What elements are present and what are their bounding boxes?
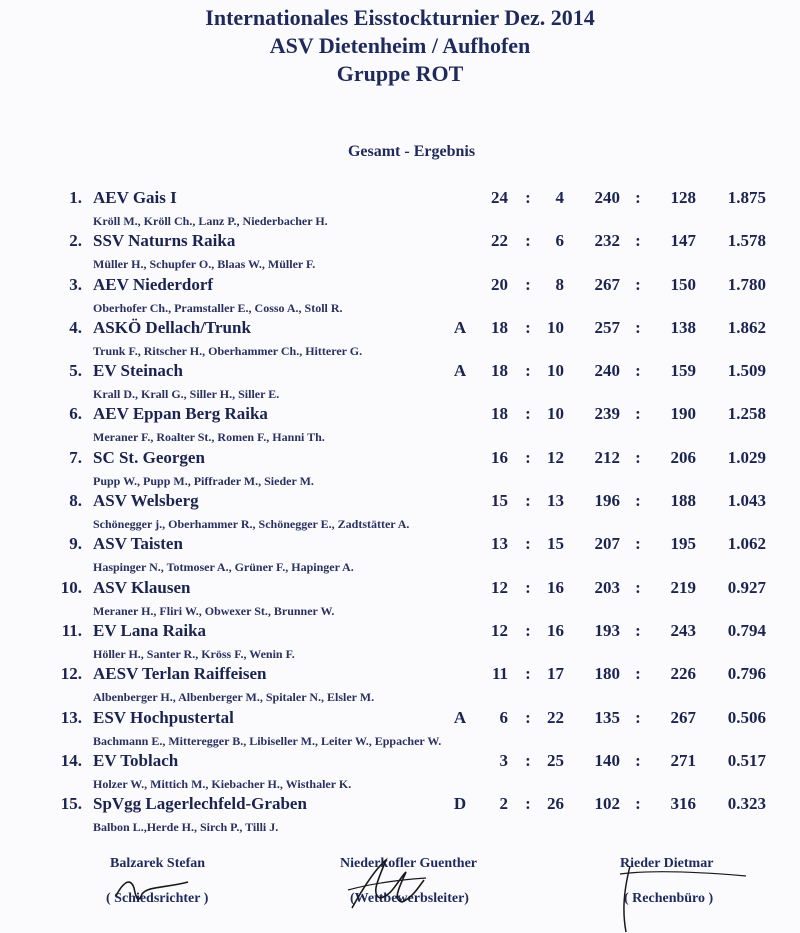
- separator-points: :: [635, 447, 641, 467]
- games-won: 20: [491, 274, 508, 294]
- points-against: 195: [670, 534, 696, 554]
- points-against: 128: [670, 188, 696, 207]
- rank-number: 14.: [60, 750, 82, 770]
- rank-number: 2.: [69, 231, 82, 251]
- rank-number: 8.: [69, 491, 82, 511]
- games-won: 18: [491, 317, 508, 337]
- team-name: ASV Klausen: [93, 577, 191, 597]
- stock-quotient: 0.794: [727, 620, 766, 640]
- games-lost: 25: [547, 750, 564, 770]
- competition-manager-name: Niederkofler Guenther: [340, 856, 477, 871]
- points-against: 226: [670, 664, 696, 684]
- separator-games: :: [525, 188, 531, 207]
- rank-number: 5.: [69, 361, 82, 381]
- results-subtitle: Gesamt - Ergebnis: [347, 143, 476, 160]
- separator-points: :: [635, 317, 641, 337]
- points-against: 267: [670, 707, 696, 727]
- games-won: 24: [491, 188, 508, 207]
- rank-number: 4.: [69, 317, 82, 337]
- points-for: 240: [594, 361, 620, 381]
- separator-points: :: [635, 750, 641, 770]
- team-name: EV Toblach: [93, 750, 179, 770]
- points-for: 207: [594, 534, 620, 554]
- stock-quotient: 0.927: [727, 577, 766, 597]
- rank-number: 9.: [69, 534, 82, 554]
- stock-quotient: 0.517: [727, 750, 766, 770]
- player-list: Krall D., Krall G., Siller H., Siller E.: [93, 387, 280, 402]
- points-for: 232: [594, 231, 620, 251]
- rank-number: 13.: [60, 707, 82, 727]
- separator-games: :: [525, 794, 531, 814]
- referee-signature-scribble: [108, 868, 198, 908]
- team-name: AEV Gais I: [93, 188, 177, 207]
- separator-games: :: [525, 534, 531, 554]
- team-name: SC St. Georgen: [93, 447, 205, 467]
- games-won: 13: [491, 534, 508, 554]
- games-won: 6: [499, 707, 508, 727]
- stock-quotient: 1.780: [727, 274, 766, 294]
- points-for: 267: [594, 274, 620, 294]
- points-for: 140: [594, 750, 620, 770]
- points-for: 240: [594, 188, 620, 207]
- scorer-name: Rieder Dietmar: [620, 856, 714, 871]
- result-row: [0, 491, 800, 534]
- competition-manager-role: (Wettbewerbsleiter): [350, 891, 469, 906]
- document-header: [0, 4, 800, 88]
- country-flag: D: [453, 794, 467, 814]
- manager-signature-scribble: [340, 850, 430, 920]
- team-name: ASV Taisten: [93, 534, 183, 554]
- result-row: [0, 275, 800, 318]
- rank-number: 10.: [60, 577, 82, 597]
- rank-number: 6.: [69, 404, 82, 424]
- result-row: [0, 404, 800, 447]
- separator-points: :: [635, 274, 641, 294]
- games-won: 15: [491, 491, 508, 511]
- points-against: 316: [670, 794, 696, 814]
- separator-games: :: [525, 750, 531, 770]
- separator-games: :: [525, 231, 531, 251]
- separator-points: :: [635, 707, 641, 727]
- games-lost: 10: [547, 361, 564, 381]
- points-against: 206: [670, 447, 696, 467]
- player-list: Meraner H., Fliri W., Obwexer St., Brunner W.: [93, 603, 335, 618]
- country-flag: A: [453, 361, 467, 381]
- team-name: AESV Terlan Raiffeisen: [93, 664, 267, 684]
- rank-number: 15.: [60, 794, 82, 814]
- separator-games: :: [525, 491, 531, 511]
- games-lost: 12: [547, 447, 564, 467]
- points-for: 196: [594, 491, 620, 511]
- points-for: 212: [594, 447, 620, 467]
- games-lost: 8: [555, 274, 564, 294]
- games-lost: 26: [547, 794, 564, 814]
- separator-points: :: [635, 188, 641, 207]
- games-lost: 6: [555, 231, 564, 251]
- group-title: Gruppe ROT: [336, 61, 464, 86]
- games-won: 16: [491, 447, 508, 467]
- points-for: 239: [594, 404, 620, 424]
- separator-games: :: [525, 664, 531, 684]
- points-against: 188: [670, 491, 696, 511]
- games-lost: 22: [547, 707, 564, 727]
- result-row: [0, 188, 800, 231]
- result-row: [0, 664, 800, 707]
- points-for: 257: [594, 317, 620, 337]
- stock-quotient: 1.509: [727, 361, 766, 381]
- stock-quotient: 0.506: [727, 707, 766, 727]
- results-table: [0, 188, 800, 837]
- separator-points: :: [635, 664, 641, 684]
- separator-points: :: [635, 491, 641, 511]
- separator-points: :: [635, 620, 641, 640]
- points-against: 190: [670, 404, 696, 424]
- stock-quotient: 1.258: [727, 404, 766, 424]
- player-list: Albenberger H., Albenberger M., Spitaler N., Elsler M.: [93, 690, 375, 705]
- rank-number: 11.: [61, 620, 82, 640]
- result-row: [0, 534, 800, 577]
- stock-quotient: 1.062: [727, 534, 766, 554]
- separator-games: :: [525, 274, 531, 294]
- separator-games: :: [525, 707, 531, 727]
- player-list: Pupp W., Pupp M., Piffrader M., Sieder M.: [93, 473, 314, 488]
- games-lost: 17: [547, 664, 564, 684]
- player-list: Haspinger N., Totmoser A., Grüner F., Hapinger A.: [93, 560, 354, 575]
- stock-quotient: 0.796: [727, 664, 766, 684]
- scorer-role: ( Rechenbüro ): [624, 891, 714, 906]
- player-list: Balbon L.,Herde H., Sirch P., Tilli J.: [93, 820, 279, 835]
- separator-games: :: [525, 404, 531, 424]
- points-against: 150: [670, 274, 696, 294]
- games-lost: 13: [547, 491, 564, 511]
- games-won: 12: [491, 620, 508, 640]
- points-for: 193: [594, 620, 620, 640]
- points-against: 271: [670, 750, 696, 770]
- games-won: 11: [491, 664, 508, 684]
- player-list: Meraner F., Roalter St., Romen F., Hanni Th.: [93, 430, 325, 445]
- result-row: [0, 318, 800, 361]
- scorer-signature-scribble: [610, 860, 750, 933]
- stock-quotient: 1.029: [727, 447, 766, 467]
- stock-quotient: 1.578: [727, 231, 766, 251]
- referee-role: ( Schiedsrichter ): [106, 891, 209, 906]
- stock-quotient: 0.323: [727, 794, 766, 814]
- result-row: [0, 361, 800, 404]
- team-name: AEV Eppan Berg Raika: [93, 404, 268, 424]
- stock-quotient: 1.862: [727, 317, 766, 337]
- separator-points: :: [635, 361, 641, 381]
- points-against: 219: [670, 577, 696, 597]
- team-name: SpVgg Lagerlechfeld-Graben: [93, 794, 307, 814]
- country-flag: A: [453, 707, 467, 727]
- player-list: Schönegger j., Oberhammer R., Schönegger E., Zadtstätter A.: [93, 517, 410, 532]
- points-against: 147: [670, 231, 696, 251]
- result-row: [0, 231, 800, 274]
- games-lost: 16: [547, 577, 564, 597]
- rank-number: 1.: [69, 188, 82, 207]
- result-row: [0, 751, 800, 794]
- player-list: Trunk F., Ritscher H., Oberhammer Ch., Hitterer G.: [93, 343, 363, 358]
- team-name: AEV Niederdorf: [93, 274, 214, 294]
- separator-points: :: [635, 231, 641, 251]
- team-name: ESV Hochpustertal: [93, 707, 234, 727]
- points-for: 102: [594, 794, 620, 814]
- separator-games: :: [525, 361, 531, 381]
- team-name: EV Lana Raika: [93, 620, 207, 640]
- points-against: 243: [670, 620, 696, 640]
- team-name: SSV Naturns Raika: [93, 231, 236, 251]
- result-row: [0, 448, 800, 491]
- points-against: 159: [670, 361, 696, 381]
- result-row: [0, 794, 800, 837]
- points-for: 203: [594, 577, 620, 597]
- games-won: 18: [491, 361, 508, 381]
- games-won: 12: [491, 577, 508, 597]
- games-won: 18: [491, 404, 508, 424]
- rank-number: 3.: [69, 274, 82, 294]
- separator-points: :: [635, 404, 641, 424]
- points-for: 135: [594, 707, 620, 727]
- player-list: Holzer W., Mittich M., Kiebacher H., Wisthaler K.: [93, 776, 352, 791]
- organizer-title: ASV Dietenheim / Aufhofen: [269, 33, 531, 58]
- separator-games: :: [525, 620, 531, 640]
- games-lost: 16: [547, 620, 564, 640]
- rank-number: 12.: [60, 664, 82, 684]
- country-flag: A: [453, 317, 467, 337]
- points-for: 180: [594, 664, 620, 684]
- games-lost: 10: [547, 317, 564, 337]
- separator-games: :: [525, 447, 531, 467]
- separator-points: :: [635, 577, 641, 597]
- player-list: Müller H., Schupfer O., Blaas W., Müller F.: [93, 257, 316, 272]
- team-name: ASV Welsberg: [93, 491, 199, 511]
- games-won: 22: [491, 231, 508, 251]
- team-name: EV Steinach: [93, 361, 183, 381]
- player-list: Oberhofer Ch., Pramstaller E., Cosso A., Stoll R.: [93, 300, 343, 315]
- result-row: [0, 621, 800, 664]
- result-row: [0, 578, 800, 621]
- rank-number: 7.: [69, 447, 82, 467]
- tournament-title: Internationales Eisstockturnier Dez. 2014: [205, 5, 595, 30]
- games-lost: 4: [555, 188, 564, 207]
- player-list: Höller H., Santer R., Kröss F., Wenin F.: [93, 646, 295, 661]
- games-won: 3: [499, 750, 508, 770]
- games-lost: 10: [547, 404, 564, 424]
- games-won: 2: [499, 794, 508, 814]
- separator-points: :: [635, 794, 641, 814]
- separator-points: :: [635, 534, 641, 554]
- separator-games: :: [525, 577, 531, 597]
- referee-name: Balzarek Stefan: [110, 856, 206, 871]
- result-row: [0, 708, 800, 751]
- stock-quotient: 1.043: [727, 491, 766, 511]
- stock-quotient: 1.875: [727, 188, 766, 207]
- player-list: Kröll M., Kröll Ch., Lanz P., Niederbacher H.: [93, 214, 328, 228]
- separator-games: :: [525, 317, 531, 337]
- team-name: ASKÖ Dellach/Trunk: [93, 317, 251, 337]
- player-list: Bachmann E., Mitteregger B., Libiseller M., Leiter W., Eppacher W.: [93, 733, 442, 748]
- games-lost: 15: [547, 534, 564, 554]
- points-against: 138: [670, 317, 696, 337]
